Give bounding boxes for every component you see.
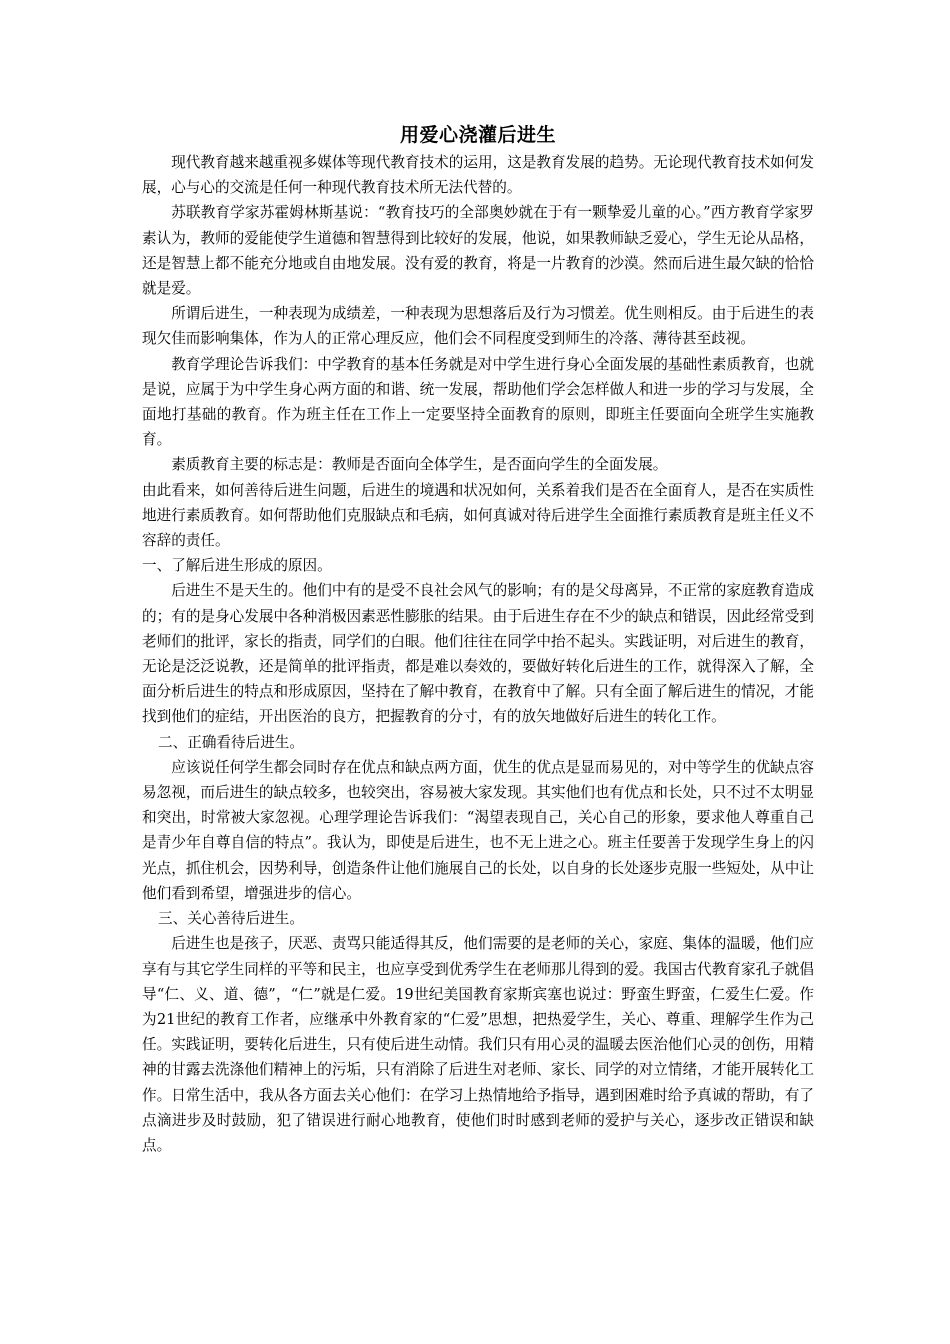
paragraph: 现代教育越来越重视多媒体等现代教育技术的运用，这是教育发展的趋势。无论现代教育技术如何发展，心与心的交流是任何一种现代教育技术所无法代替的。 [142,154,814,197]
paragraph: 三、关心善待后进生。 [158,910,304,928]
paragraph: 一、了解后进生形成的原因。 [142,557,332,575]
paragraph-list [142,150,814,1158]
paragraph: 所谓后进生，一种表现为成绩差，一种表现为思想落后及行为习惯差。优生则相反。由于后进生的表现欠佳而影响集体，作为人的正常心理反应，他们会不同程度受到师生的冷落、薄待甚至歧视。 [142,305,814,348]
paragraph: 素质教育主要的标志是：教师是否面向全体学生，是否面向学生的全面发展。 [171,456,668,474]
paragraph: 后进生也是孩子，厌恶、责骂只能适得其反，他们需要的是老师的关心，家庭、集体的温暖，他们应享有与其它学生同样的平等和民主，也应享受到优秀学生在老师那儿得到的爱。我国古代教育家孔子就倡导“仁、义、道、德”，“仁”就是仁爱。19世纪美国教育家斯宾塞也说过：野蛮生野蛮，仁爱生仁爱。作为21世纪的教育工作者，应继承中外教育家的“仁爱”思想，把热爱学生，关心、尊重、理解学生作为己任。实践证明，要转化后进生，只有使后进生动情。我们只有用心灵的温暖去医治他们心灵的创伤，用精神的甘露去洗涤他们精神上的污垢，只有消除了后进生对老师、家长、同学的对立情绪，才能开展转化工作。日常生活中，我从各方面去关心他们：在学习上热情地给予指导，遇到困难时给予真诚的帮助，有了点滴进步及时鼓励，犯了错误进行耐心地教育，使他们时时感到老师的爱护与关心，逐步改正错误和缺点。 [142,935,814,1154]
paragraph: 教育学理论告诉我们：中学教育的基本任务就是对中学生进行身心全面发展的基础性素质教育，也就是说，应属于为中学生身心两方面的和谐、统一发展，帮助他们学会怎样做人和进一步的学习与发展，全面地打基础的教育。作为班主任在工作上一定要坚持全面教育的原则，即班主任要面向全班学生实施教育。 [142,355,814,449]
paragraph: 苏联教育学家苏霍姆林斯基说：“教育技巧的全部奥妙就在于有一颗挚爱儿童的心。”西方教育学家罗素认为，教师的爱能使学生道德和智慧得到比较好的发展，他说，如果教师缺乏爱心，学生无论从品格，还是智慧上都不能充分地或自由地发展。没有爱的教育，将是一片教育的沙漠。然而后进生最欠缺的恰恰就是爱。 [142,204,814,298]
document-title: 用爱心浇灌后进生 [399,124,556,146]
document-body [142,120,814,1158]
paragraph: 由此看来，如何善待后进生问题，后进生的境遇和状况如何，关系着我们是否在全面育人，是否在实质性地进行素质教育。如何帮助他们克服缺点和毛病，如何真诚对待后进学生全面推行素质教育是班主任义不容辞的责任。 [142,481,814,550]
paragraph: 二、正确看待后进生。 [158,733,304,751]
paragraph: 应该说任何学生都会同时存在优点和缺点两方面，优生的优点是显而易见的，对中等学生的优缺点容易忽视，而后进生的缺点较多，也较突出，容易被大家发现。其实他们也有优点和长处，只不过不太明显和突出，时常被大家忽视。心理学理论告诉我们：“渴望表现自己，关心自己的形象，要求他人尊重自己是青少年自尊自信的特点”。我认为，即使是后进生，也不无上进之心。班主任要善于发现学生身上的闪光点，抓住机会，因势利导，创造条件让他们施展自己的长处，以自身的长处逐步克服一些短处，从中让他们看到希望，增强进步的信心。 [142,758,814,902]
paragraph: 后进生不是天生的。他们中有的是受不良社会风气的影响；有的是父母离异，不正常的家庭教育造成的；有的是身心发展中各种消极因素恶性膨胀的结果。由于后进生存在不少的缺点和错误，因此经常受到老师们的批评，家长的指责，同学们的白眼。他们往往在同学中抬不起头。实践证明，对后进生的教育，无论是泛泛说教，还是简单的批评指责，都是难以奏效的，要做好转化后进生的工作，就得深入了解，全面分析后进生的特点和形成原因，坚持在了解中教育，在教育中了解。只有全面了解后进生的情况，才能找到他们的症结，开出医治的良方，把握教育的分寸，有的放矢地做好后进生的转化工作。 [142,582,814,726]
